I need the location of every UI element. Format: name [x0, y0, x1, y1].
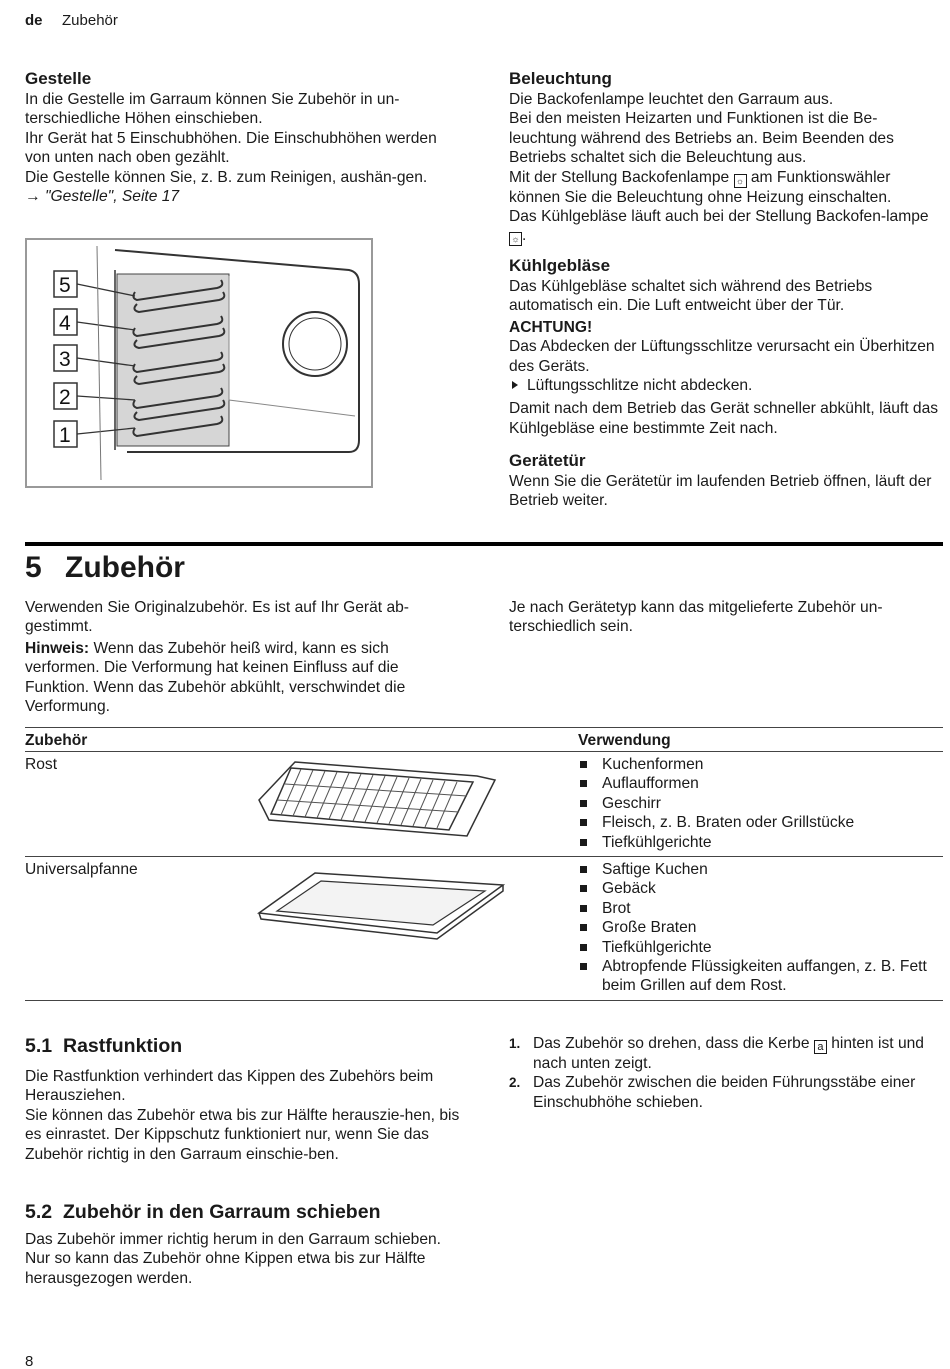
gestelle-paragraph-3: Die Gestelle können Sie, z. B. zum Reinigen, aushän-gen.: [25, 168, 428, 186]
table-header-zubehoer: Zubehör: [25, 728, 578, 752]
accessories-table: [25, 727, 943, 1001]
list-item: Gebäck: [578, 879, 943, 898]
section-gestelle: [25, 68, 465, 206]
notch-marker-icon: a: [814, 1040, 827, 1054]
section-rastfunktion: [25, 1034, 465, 1164]
oven-lamp-icon: ☼: [734, 174, 747, 188]
oven-shelf-positions-figure: [25, 238, 373, 488]
list-item: Abtropfende Flüssigkeiten auffangen, z. B. Fett beim Grillen auf dem Rost.: [578, 957, 943, 996]
accessory-name: Rost: [25, 756, 58, 773]
geraetetuer-heading: Gerätetür: [509, 451, 586, 470]
gestelle-paragraph-1: In die Gestelle im Garraum können Sie Zubehör in un-terschiedliche Höhen einschieben.: [25, 91, 400, 128]
shelf-label-1: 1: [59, 424, 71, 447]
table-row: [25, 752, 943, 857]
rastfunktion-paragraph-1: Die Rastfunktion verhindert das Kippen des Zubehörs beim Herausziehen.: [25, 1068, 434, 1105]
section-heading-5-2: 5.2 Zubehör in den Garraum schieben: [25, 1201, 381, 1223]
warning-label: ACHTUNG!: [509, 318, 593, 336]
beleuchtung-paragraph-2: Bei den meisten Heizarten und Funktionen ist die Be-leuchtung während des Betriebs an. Beim Beenden des Betriebs schaltet sich die Beleuchtung aus.: [509, 110, 894, 167]
step-item: 2. Das Zubehör zwischen die beiden Führungsstäbe einer Einschubhöhe schieben.: [509, 1074, 916, 1111]
beleuchtung-heading: Beleuchtung: [509, 69, 612, 88]
step-item: 1. Das Zubehör so drehen, dass die Kerbe a hinten ist und nach unten zeigt.: [509, 1035, 924, 1072]
list-item: Tiefkühlgerichte: [578, 833, 943, 852]
rastfunktion-steps: [509, 1034, 945, 1112]
chapter-divider: [25, 542, 943, 546]
uses-list: [578, 860, 943, 996]
beleuchtung-paragraph-4: Das Kühlgebläse läuft auch bei der Stellung Backofen-lampe ☼ .: [509, 208, 929, 245]
section-beleuchtung: [509, 68, 945, 246]
chapter-note: Hinweis: Wenn das Zubehör heiß wird, kann es sich verformen. Die Verformung hat keinen Einfluss auf die Funktion. Wenn das Zubehör abkühlt, verschwindet die Verformung.: [25, 639, 406, 716]
list-item: Auflaufformen: [578, 774, 943, 793]
table-cell-uses: [578, 752, 943, 857]
universal-pan-illustration: [255, 865, 505, 945]
accessory-name: Universalpfanne: [25, 861, 138, 879]
shelf-label-5: 5: [59, 274, 71, 297]
table-cell-accessory: [25, 857, 578, 1001]
action-triangle-icon: [512, 381, 518, 389]
geraetetuer-paragraph-1: Wenn Sie die Gerätetür im laufenden Betrieb öffnen, läuft der Betrieb weiter.: [509, 473, 932, 510]
table-row: [25, 857, 943, 1001]
shelf-label-3: 3: [59, 348, 71, 371]
beleuchtung-paragraph-3: Mit der Stellung Backofenlampe ☼ am Funktionswähler können Sie die Beleuchtung ohne Heizung einschalten.: [509, 168, 892, 206]
steps-list: [509, 1034, 945, 1112]
gestelle-reference-link[interactable]: [25, 187, 465, 206]
header-title: Zubehör: [62, 12, 118, 29]
list-item: Brot: [578, 899, 943, 918]
kuehlgeblaese-paragraph-3: Damit nach dem Betrieb das Gerät schneller abkühlt, läuft das Kühlgebläse eine bestimmte Zeit nach.: [509, 400, 939, 437]
list-item: Kuchenformen: [578, 755, 943, 774]
list-item: Geschirr: [578, 794, 943, 813]
table-cell-uses: [578, 857, 943, 1001]
kuehlgeblaese-warning-text: Das Abdecken der Lüftungsschlitze verursacht ein Überhitzen des Geräts.: [509, 338, 935, 375]
arrow-right-icon: →: [25, 188, 41, 206]
chapter-intro-paragraph: Verwenden Sie Originalzubehör. Es ist auf Ihr Gerät ab-gestimmt.: [25, 599, 409, 636]
oven-interior-illustration: [27, 240, 371, 486]
gestelle-reference-text[interactable]: "Gestelle", Seite 17: [44, 188, 180, 206]
section-geraetetuer: [509, 450, 945, 511]
uses-list: [578, 755, 943, 852]
chapter-intro-right: [509, 598, 945, 637]
table-header-row: [25, 728, 943, 752]
section-heading-5-1: 5.1 Rastfunktion: [25, 1035, 183, 1057]
oven-lamp-icon: ☼: [509, 232, 522, 246]
wire-rack-illustration: [255, 754, 505, 844]
chapter-intro-left: [25, 598, 465, 716]
header-language: de: [25, 12, 43, 29]
shelf-label-4: 4: [59, 312, 71, 335]
chapter-intro-right-paragraph: Je nach Gerätetyp kann das mitgelieferte Zubehör un-terschiedlich sein.: [509, 599, 883, 636]
list-item: Fleisch, z. B. Braten oder Grillstücke: [578, 813, 943, 832]
list-item: Große Braten: [578, 918, 943, 937]
list-item: Saftige Kuchen: [578, 860, 943, 879]
page-number: 8: [25, 1353, 34, 1369]
kuehlgeblaese-heading: Kühlgebläse: [509, 256, 611, 275]
rastfunktion-paragraph-2: Sie können das Zubehör etwa bis zur Hälfte herauszie-hen, bis es einrastet. Der Kippschutz funktioniert nur, wenn Sie das Zubehör richtig in den Garraum einschie-ben.: [25, 1106, 460, 1163]
chapter-title: 5 Zubehör: [25, 551, 185, 584]
gestelle-paragraph-2: Ihr Gerät hat 5 Einschubhöhen. Die Einschubhöhen werden von unten nach oben gezählt.: [25, 129, 437, 167]
kuehlgeblaese-action: Lüftungsschlitze nicht abdecken.: [509, 376, 945, 395]
beleuchtung-paragraph-1: Die Backofenlampe leuchtet den Garraum aus.: [509, 91, 834, 108]
section-zubehoer-einschieben: [25, 1200, 465, 1288]
table-header-verwendung: Verwendung: [578, 728, 943, 752]
einschieben-paragraph-1: Das Zubehör immer richtig herum in den Garraum schieben. Nur so kann das Zubehör ohne Kippen etwa bis zur Hälfte herausgezogen werden.: [25, 1231, 442, 1287]
shelf-label-2: 2: [59, 386, 71, 409]
kuehlgeblaese-paragraph-1: Das Kühlgebläse schaltet sich während des Betriebs automatisch ein. Die Luft entweicht über der Tür.: [509, 278, 873, 315]
table-cell-accessory: [25, 752, 578, 857]
gestelle-heading: Gestelle: [25, 69, 92, 88]
section-kuehlgeblaese: [509, 255, 945, 438]
list-item: Tiefkühlgerichte: [578, 938, 943, 957]
